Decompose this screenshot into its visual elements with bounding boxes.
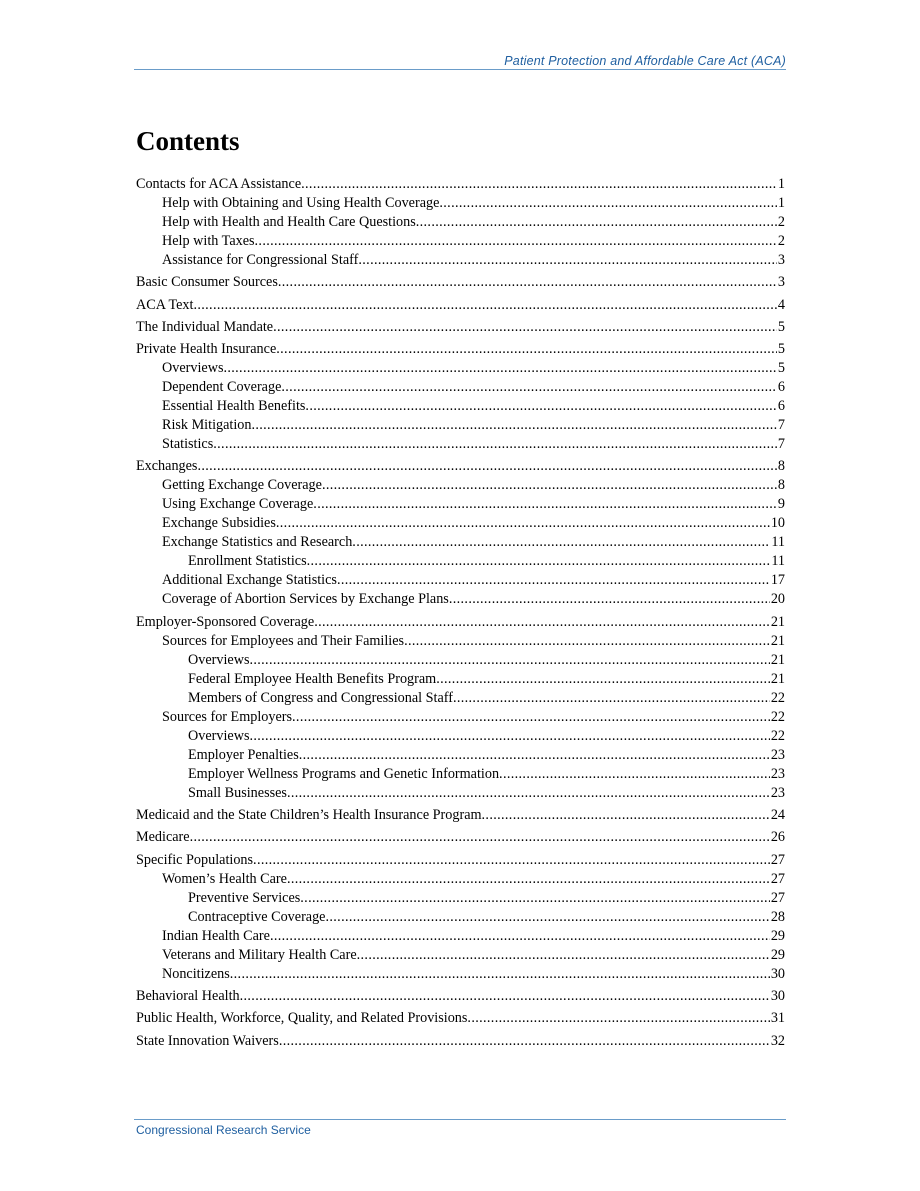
- toc-entry-page: 26: [770, 829, 785, 846]
- toc-entry[interactable]: [136, 590, 785, 609]
- toc-entry-title: Medicaid and the State Children’s Health Insurance Program: [136, 807, 482, 824]
- toc-dot-leader: [276, 340, 777, 359]
- toc-dot-leader: [416, 213, 777, 232]
- toc-entry[interactable]: [136, 273, 785, 292]
- toc-dot-leader: [249, 651, 769, 670]
- toc-entry[interactable]: [136, 359, 785, 378]
- toc-entry-page: 32: [770, 1032, 785, 1049]
- toc-entry-title: Getting Exchange Coverage: [162, 477, 322, 494]
- toc-dot-leader: [255, 232, 777, 251]
- toc-entry-page: 21: [770, 632, 785, 649]
- toc-entry[interactable]: [136, 175, 785, 194]
- toc-entry[interactable]: [136, 746, 785, 765]
- toc-entry-page: 6: [777, 398, 785, 415]
- toc-entry-page: 3: [777, 252, 785, 268]
- toc-entry-title: Exchange Statistics and Research: [162, 534, 353, 551]
- toc-entry-title: Contacts for ACA Assistance: [136, 176, 302, 192]
- toc-entry-page: 30: [770, 987, 785, 1004]
- toc-entry-title: Members of Congress and Congressional Staff: [188, 689, 453, 706]
- toc-dot-leader: [357, 946, 770, 965]
- toc-entry[interactable]: [136, 232, 785, 251]
- toc-entry[interactable]: [136, 533, 785, 552]
- toc-entry[interactable]: [136, 765, 785, 784]
- toc-entry[interactable]: [136, 927, 785, 946]
- toc-entry-page: 4: [777, 296, 785, 313]
- toc-dot-leader: [193, 296, 776, 315]
- toc-dot-leader: [190, 828, 770, 847]
- toc-entry-title: Overviews: [162, 360, 224, 377]
- toc-entry-page: 23: [770, 784, 785, 801]
- toc-entry-page: 22: [770, 708, 785, 725]
- toc-entry-page: 27: [770, 870, 785, 887]
- toc-entry[interactable]: [136, 651, 785, 670]
- toc-dot-leader: [305, 397, 776, 416]
- toc-entry-title: Help with Health and Health Care Questions: [162, 214, 416, 230]
- toc-entry-page: 3: [777, 274, 785, 291]
- toc-entry[interactable]: [136, 889, 785, 908]
- toc-entry-page: 21: [770, 651, 785, 668]
- toc-entry-title: Employer Penalties: [188, 746, 299, 763]
- toc-dot-leader: [352, 533, 770, 552]
- toc-dot-leader: [467, 1009, 769, 1028]
- toc-entry-title: Specific Populations: [136, 851, 254, 868]
- toc-entry-title: Essential Health Benefits: [162, 398, 306, 415]
- toc-entry-page: 29: [770, 927, 785, 944]
- toc-dot-leader: [449, 590, 770, 609]
- toc-entry-title: Preventive Services: [188, 889, 301, 906]
- toc-entry-title: Employer Wellness Programs and Genetic Information: [188, 765, 500, 782]
- toc-dot-leader: [276, 514, 770, 533]
- toc-entry-title: Help with Taxes: [162, 233, 255, 249]
- toc-dot-leader: [270, 927, 770, 946]
- toc-entry-title: ACA Text: [136, 296, 194, 313]
- toc-dot-leader: [313, 495, 777, 514]
- toc-entry[interactable]: [136, 708, 785, 727]
- toc-entry-page: 23: [770, 746, 785, 763]
- toc-entry[interactable]: [136, 514, 785, 533]
- toc-entry[interactable]: [136, 828, 785, 847]
- toc-entry-title: Small Businesses: [188, 784, 287, 801]
- toc-entry[interactable]: [136, 495, 785, 514]
- toc-dot-leader: [197, 457, 776, 476]
- toc-entry[interactable]: [136, 318, 785, 337]
- toc-entry-title: Behavioral Health: [136, 987, 240, 1004]
- toc-entry-title: Private Health Insurance: [136, 341, 277, 358]
- toc-entry[interactable]: [136, 727, 785, 746]
- toc-dot-leader: [307, 552, 771, 571]
- toc-entry-page: 5: [777, 341, 785, 358]
- toc-entry[interactable]: [136, 1009, 785, 1028]
- footer-rule: [134, 1119, 786, 1120]
- page-title: Contents: [136, 126, 240, 156]
- toc-entry[interactable]: [136, 476, 785, 495]
- toc-dot-leader: [453, 689, 770, 708]
- toc-entry-title: Basic Consumer Sources: [136, 274, 278, 291]
- toc-entry-page: 22: [770, 689, 785, 706]
- toc-dot-leader: [482, 806, 770, 825]
- toc-entry[interactable]: [136, 670, 785, 689]
- toc-dot-leader: [223, 359, 776, 378]
- toc-entry-title: Using Exchange Coverage: [162, 496, 314, 513]
- toc-entry[interactable]: [136, 784, 785, 803]
- toc-dot-leader: [249, 727, 769, 746]
- toc-dot-leader: [300, 889, 770, 908]
- toc-entry-title: Noncitizens: [162, 965, 230, 982]
- toc-entry[interactable]: [136, 296, 785, 315]
- toc-entry[interactable]: [136, 457, 785, 476]
- toc-entry-title: Risk Mitigation: [162, 417, 252, 434]
- toc-dot-leader: [301, 175, 777, 194]
- toc-entry-page: 21: [770, 613, 785, 630]
- toc-entry-page: 1: [777, 176, 785, 192]
- toc-dot-leader: [213, 435, 777, 454]
- toc-dot-leader: [404, 632, 770, 651]
- toc-entry-title: Employer-Sponsored Coverage: [136, 613, 315, 630]
- toc-entry[interactable]: [136, 251, 785, 270]
- toc-entry-title: Overviews: [188, 651, 250, 668]
- running-header: Patient Protection and Affordable Care Act (ACA): [504, 54, 786, 68]
- toc-dot-leader: [273, 318, 777, 337]
- toc-entry-title: State Innovation Waivers: [136, 1032, 279, 1049]
- toc-entry-title: Veterans and Military Health Care: [162, 946, 357, 963]
- toc-dot-leader: [253, 851, 770, 870]
- toc-entry-page: 8: [777, 477, 785, 494]
- toc-entry[interactable]: [136, 908, 785, 927]
- toc-dot-leader: [279, 1032, 770, 1051]
- toc-entry-page: 1: [777, 195, 785, 211]
- toc-dot-leader: [314, 613, 770, 632]
- toc-dot-leader: [299, 746, 770, 765]
- toc-entry-title: Dependent Coverage: [162, 379, 282, 396]
- toc-dot-leader: [499, 765, 770, 784]
- toc-entry[interactable]: [136, 870, 785, 889]
- toc-dot-leader: [292, 708, 770, 727]
- toc-entry-title: Enrollment Statistics: [188, 553, 307, 570]
- toc-entry-title: Statistics: [162, 436, 214, 453]
- toc-entry-page: 2: [777, 214, 785, 230]
- toc-entry-page: 6: [777, 379, 785, 396]
- toc-entry-page: 21: [770, 670, 785, 687]
- toc-dot-leader: [281, 378, 777, 397]
- toc-entry-title: Sources for Employers: [162, 708, 293, 725]
- toc-entry-page: 27: [770, 851, 785, 868]
- toc-entry[interactable]: [136, 571, 785, 590]
- toc-entry-page: 5: [777, 318, 785, 335]
- toc-entry-page: 17: [770, 572, 785, 589]
- toc-entry[interactable]: [136, 946, 785, 965]
- toc-entry[interactable]: [136, 340, 785, 359]
- toc-entry-page: 11: [771, 534, 785, 551]
- toc-entry[interactable]: [136, 378, 785, 397]
- toc-entry-page: 9: [777, 496, 785, 513]
- toc-entry-title: Contraceptive Coverage: [188, 908, 326, 925]
- toc-entry-title: Overviews: [188, 727, 250, 744]
- toc-entry-title: Medicare: [136, 829, 190, 846]
- toc-entry-title: The Individual Mandate: [136, 318, 274, 335]
- toc-entry[interactable]: [136, 965, 785, 984]
- toc-entry-title: Additional Exchange Statistics: [162, 572, 337, 589]
- toc-dot-leader: [287, 870, 770, 889]
- toc-entry-page: 10: [770, 515, 785, 532]
- toc-entry-page: 28: [770, 908, 785, 925]
- toc-dot-leader: [322, 476, 777, 495]
- toc-dot-leader: [287, 784, 770, 803]
- toc-entry-title: Exchanges: [136, 458, 198, 475]
- toc-entry[interactable]: [136, 632, 785, 651]
- toc-dot-leader: [230, 965, 770, 984]
- toc-entry-title: Assistance for Congressional Staff: [162, 252, 359, 268]
- toc-dot-leader: [325, 908, 769, 927]
- toc-entry[interactable]: [136, 397, 785, 416]
- toc-entry-title: Public Health, Workforce, Quality, and Related Provisions: [136, 1010, 468, 1027]
- toc-entry-page: 24: [770, 807, 785, 824]
- toc-entry-page: 5: [777, 360, 785, 377]
- toc-entry-page: 8: [777, 458, 785, 475]
- toc-entry-page: 11: [771, 553, 785, 570]
- toc-entry[interactable]: [136, 613, 785, 632]
- toc-entry-title: Sources for Employees and Their Families: [162, 632, 405, 649]
- toc-entry[interactable]: [136, 851, 785, 870]
- table-of-contents: [136, 175, 785, 1051]
- toc-entry[interactable]: [136, 689, 785, 708]
- toc-entry-title: Women’s Health Care: [162, 870, 287, 887]
- toc-dot-leader: [337, 571, 770, 590]
- toc-entry-page: 22: [770, 727, 785, 744]
- toc-dot-leader: [240, 987, 770, 1006]
- toc-dot-leader: [358, 251, 777, 270]
- toc-entry-title: Indian Health Care: [162, 927, 270, 944]
- toc-entry-page: 30: [770, 965, 785, 982]
- toc-entry-page: 27: [770, 889, 785, 906]
- toc-entry[interactable]: [136, 416, 785, 435]
- toc-entry-page: 31: [770, 1010, 785, 1027]
- toc-entry[interactable]: [136, 194, 785, 213]
- toc-entry[interactable]: [136, 987, 785, 1006]
- toc-entry-page: 23: [770, 765, 785, 782]
- toc-entry[interactable]: [136, 435, 785, 454]
- toc-dot-leader: [278, 273, 777, 292]
- toc-entry-title: Exchange Subsidies: [162, 515, 276, 532]
- toc-entry[interactable]: [136, 213, 785, 232]
- footer-source: Congressional Research Service: [136, 1123, 311, 1137]
- toc-entry[interactable]: [136, 552, 785, 571]
- header-rule: [134, 69, 786, 70]
- toc-entry-page: 7: [777, 417, 785, 434]
- toc-entry-page: 2: [777, 233, 785, 249]
- toc-entry[interactable]: [136, 806, 785, 825]
- toc-entry-title: Coverage of Abortion Services by Exchange Plans: [162, 591, 449, 608]
- toc-dot-leader: [436, 670, 770, 689]
- toc-entry-page: 29: [770, 946, 785, 963]
- toc-entry-title: Federal Employee Health Benefits Program: [188, 670, 437, 687]
- toc-dot-leader: [251, 416, 776, 435]
- toc-entry-page: 20: [770, 591, 785, 608]
- toc-entry-title: Help with Obtaining and Using Health Coverage: [162, 195, 440, 211]
- toc-dot-leader: [439, 194, 777, 213]
- toc-entry[interactable]: [136, 1032, 785, 1051]
- toc-entry-page: 7: [777, 436, 785, 453]
